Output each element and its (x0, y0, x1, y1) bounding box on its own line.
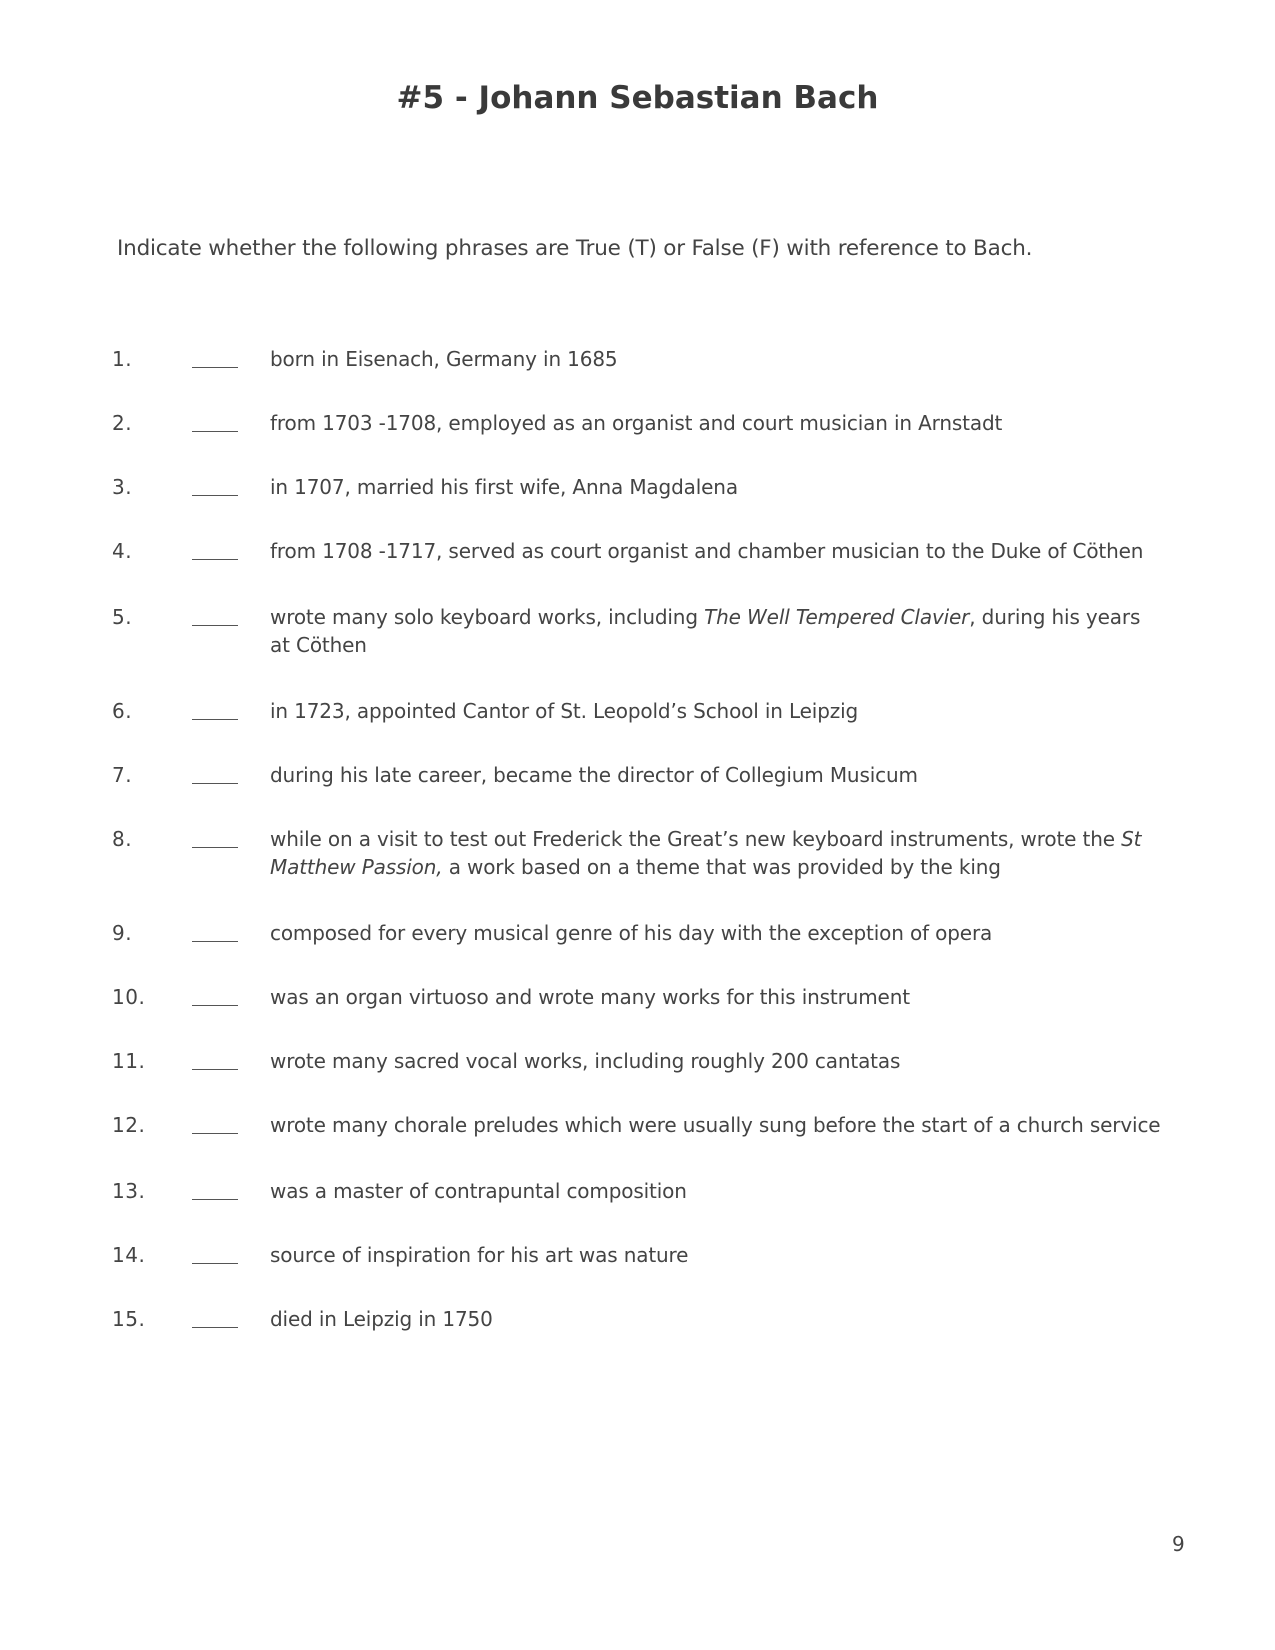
question-number: 2. (112, 411, 133, 435)
question-number: 1. (112, 347, 133, 371)
question-text-part: while on a visit to test out Frederick the Great’s new keyboard instruments, wrote the (270, 827, 1122, 851)
question-number: 15. (112, 1307, 146, 1331)
answer-blank[interactable] (190, 1177, 270, 1205)
question-text: wrote many sacred vocal works, including roughly 200 cantatas (270, 1049, 901, 1073)
question-number: 8. (112, 827, 133, 851)
answer-blank[interactable] (190, 983, 270, 1011)
question-number: 12. (112, 1113, 146, 1137)
question-item (0, 1305, 1275, 1333)
question-text: source of inspiration for his art was nature (270, 1243, 689, 1267)
question-item (0, 345, 1275, 373)
question-text: was an organ virtuoso and wrote many works for this instrument (270, 985, 910, 1009)
question-number: 7. (112, 763, 133, 787)
question-text (270, 603, 1165, 659)
question-text-part: wrote many solo keyboard works, including (270, 605, 705, 629)
instructions: Indicate whether the following phrases are True (T) or False (F) with reference to Bach. (117, 236, 1033, 261)
answer-blank[interactable] (190, 537, 270, 565)
question-text: from 1703 -1708, employed as an organist and court musician in Arnstadt (270, 411, 1003, 435)
question-item (0, 603, 1275, 659)
question-item (0, 473, 1275, 501)
answer-blank[interactable] (190, 919, 270, 947)
answer-blank[interactable] (190, 1047, 270, 1075)
question-item (0, 1241, 1275, 1269)
answer-blank[interactable] (190, 1111, 270, 1139)
answer-blank[interactable] (190, 409, 270, 437)
answer-blank[interactable] (190, 825, 270, 853)
question-number: 3. (112, 475, 133, 499)
question-number: 13. (112, 1179, 146, 1203)
question-number: 9. (112, 921, 133, 945)
question-text (270, 825, 1165, 881)
question-text: composed for every musical genre of his day with the exception of opera (270, 921, 993, 945)
question-text: died in Leipzig in 1750 (270, 1307, 493, 1331)
question-number: 14. (112, 1243, 146, 1267)
question-text: during his late career, became the director of Collegium Musicum (270, 763, 918, 787)
question-number: 10. (112, 985, 146, 1009)
work-title: The Well Tempered Clavier (704, 605, 970, 629)
question-item (0, 1047, 1275, 1075)
question-item (0, 761, 1275, 789)
question-number: 6. (112, 699, 133, 723)
question-item (0, 825, 1275, 881)
question-text: wrote many chorale preludes which were usually sung before the start of a church service (270, 1113, 1161, 1137)
answer-blank[interactable] (190, 761, 270, 789)
question-number: 4. (112, 539, 133, 563)
answer-blank[interactable] (190, 1305, 270, 1333)
question-text-part: , during his years at Cöthen (270, 605, 1141, 657)
question-item (0, 983, 1275, 1011)
question-text: born in Eisenach, Germany in 1685 (270, 347, 618, 371)
work-title: St Matthew Passion, (270, 827, 1142, 879)
question-text-part: a work based on a theme that was provided by the king (442, 855, 1001, 879)
answer-blank[interactable] (190, 603, 270, 631)
question-number: 5. (112, 605, 133, 629)
answer-blank[interactable] (190, 1241, 270, 1269)
page-title: #5 - Johann Sebastian Bach (396, 80, 879, 116)
question-number: 11. (112, 1049, 146, 1073)
answer-blank[interactable] (190, 473, 270, 501)
page-number: 9 (1172, 1532, 1185, 1556)
question-list (0, 345, 1275, 1369)
answer-blank[interactable] (190, 345, 270, 373)
question-item (0, 1111, 1275, 1139)
question-item (0, 537, 1275, 565)
question-text: in 1723, appointed Cantor of St. Leopold’s School in Leipzig (270, 699, 859, 723)
question-item (0, 1177, 1275, 1205)
answer-blank[interactable] (190, 697, 270, 725)
question-text: from 1708 -1717, served as court organist and chamber musician to the Duke of Cöthen (270, 539, 1144, 563)
question-item (0, 409, 1275, 437)
question-item (0, 919, 1275, 947)
question-text: in 1707, married his first wife, Anna Magdalena (270, 475, 738, 499)
question-text: was a master of contrapuntal composition (270, 1179, 687, 1203)
question-item (0, 697, 1275, 725)
